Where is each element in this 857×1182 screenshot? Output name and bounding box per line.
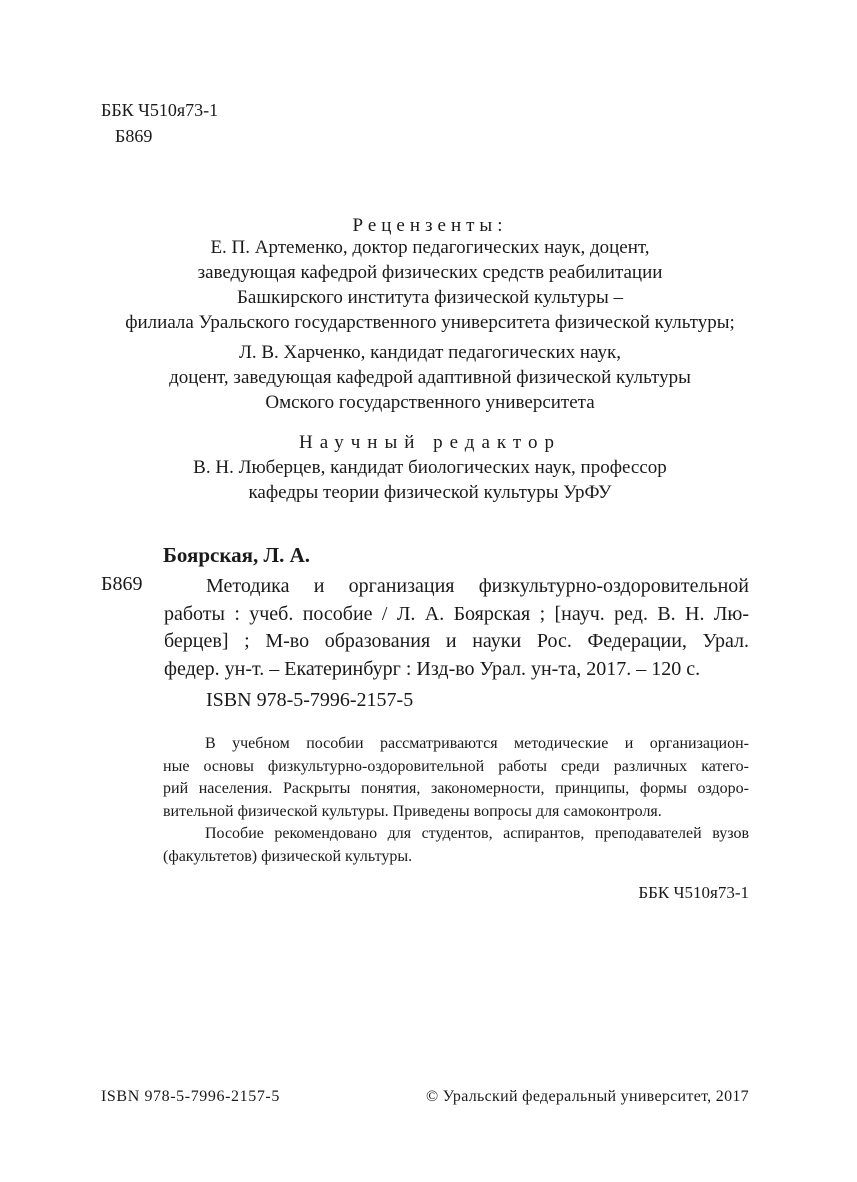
description-line: федер. ун-т. – Екатеринбург : Изд-во Урал. ун-та, 2017. – 120 с. [164, 657, 701, 680]
annotation-line: (факультетов) физической культуры. [163, 847, 413, 865]
description-line: Методика и организация физкультурно-оздоровительной [206, 575, 749, 597]
reviewer-line: Башкирского института физической культуры – [236, 287, 623, 308]
description-line: работы : учеб. пособие / Л. А. Боярская ; [науч. ред. В. Н. Лю- [164, 602, 749, 625]
reviewer-line: Л. В. Харченко, кандидат педагогических наук, [238, 342, 622, 363]
catalog-isbn: ISBN 978-5-7996-2157-5 [206, 689, 414, 711]
annotation-line: вительной физической культуры. Приведены вопросы для самоконтроля. [163, 802, 662, 820]
footer-isbn: ISBN 978-5-7996-2157-5 [101, 1088, 280, 1105]
editor-line: В. Н. Люберцев, кандидат биологических наук, профессор [193, 457, 667, 478]
reviewer-line: доцент, заведующая кафедрой адаптивной физической культуры [169, 367, 691, 388]
reviewers-heading: Рецензенты: [352, 215, 508, 236]
annotation-line: ные основы физкультурно-оздоровительной работы среди различных катего- [163, 757, 749, 775]
catalog-cutter: Б869 [101, 573, 143, 595]
annotation-block [163, 733, 749, 868]
classification-block [101, 97, 218, 149]
catalog-description [164, 573, 749, 683]
annotation-line: рий населения. Раскрыты понятия, закономерности, принципы, формы оздоро- [163, 780, 749, 797]
catalog-author: Боярская, Л. А. [163, 543, 311, 567]
footer-copyright: © Уральский федеральный университет, 2017 [425, 1088, 749, 1105]
annotation-line: В учебном пособии рассматриваются методические и организацион- [205, 735, 749, 752]
reviewer-line: Е. П. Артеменко, доктор педагогических наук, доцент, [210, 237, 650, 258]
annotation-line: Пособие рекомендовано для студентов, аспирантов, преподавателей вузов [205, 825, 749, 842]
bbk-code: ББК Ч510я73-1 [101, 100, 219, 120]
reviewer-line: Омского государственного университета [265, 392, 595, 413]
editor-block [60, 455, 800, 505]
editor-heading: Научный редактор [299, 432, 561, 453]
reviewers-block [60, 235, 800, 415]
reviewer-line: филиала Уральского государственного университета физической культуры; [125, 312, 735, 333]
cutter-code: Б869 [115, 126, 153, 146]
editor-line: кафедры теории физической культуры УрФУ [248, 482, 612, 503]
description-line: берцев] ; М-во образования и науки Рос. Федерации, Урал. [164, 630, 749, 652]
bbk-bottom: ББК Ч510я73-1 [638, 883, 749, 902]
reviewer-line: заведующая кафедрой физических средств реабилитации [197, 262, 663, 283]
